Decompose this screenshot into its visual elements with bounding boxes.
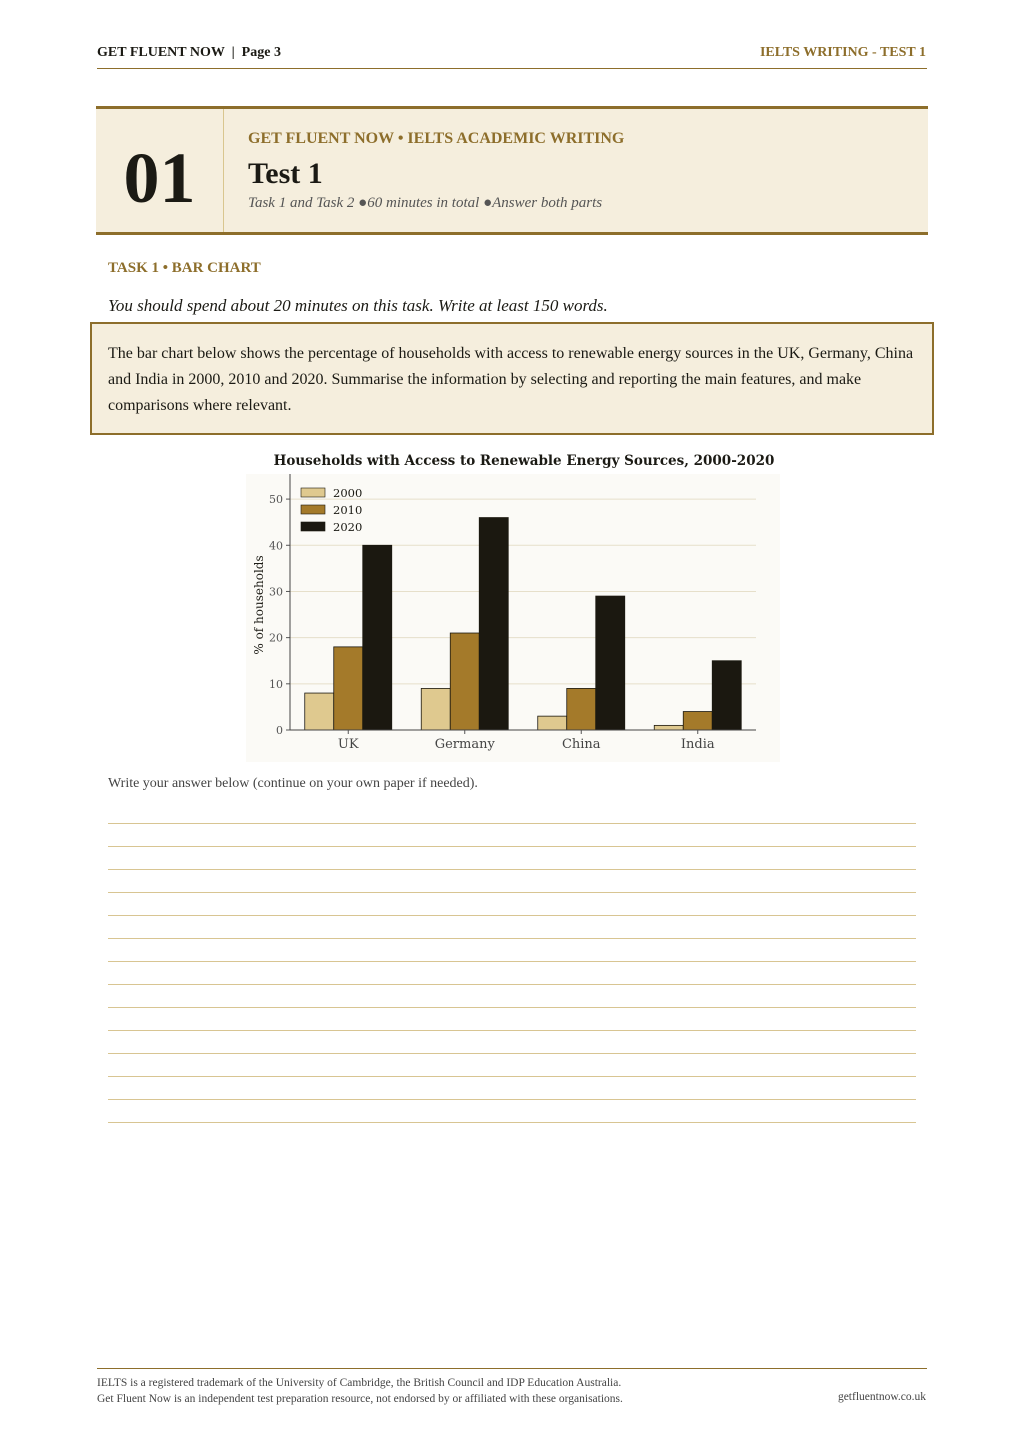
writing-line[interactable]: [108, 938, 916, 939]
legend-swatch-2000: [301, 488, 325, 497]
running-header-right: IELTS WRITING - TEST 1: [759, 45, 926, 60]
bar-india-2000: [654, 725, 683, 730]
writing-line[interactable]: [108, 961, 916, 962]
writing-line[interactable]: [108, 915, 916, 916]
bar-germany-2020: [479, 518, 508, 730]
legend-label-2010: 2010: [333, 503, 363, 517]
writing-line[interactable]: [108, 1122, 916, 1123]
writing-line[interactable]: [108, 1076, 916, 1077]
y-tick-label: 50: [269, 493, 283, 507]
y-tick-label: 20: [269, 631, 283, 645]
y-tick-label: 40: [269, 539, 283, 553]
y-tick-label: 10: [269, 677, 283, 691]
writing-line[interactable]: [108, 1030, 916, 1031]
legend-swatch-2010: [301, 505, 325, 514]
y-tick-label: 0: [276, 724, 283, 737]
bar-germany-2000: [421, 688, 450, 730]
task-instruction: You should spend about 20 minutes on this task. Write at least 150 words.: [108, 296, 608, 315]
writing-line[interactable]: [108, 846, 916, 847]
bar-germany-2010: [450, 633, 479, 730]
bar-uk-2020: [363, 545, 392, 730]
answer-lines[interactable]: [108, 823, 916, 1145]
writing-line[interactable]: [108, 1007, 916, 1008]
bar-chart: [246, 446, 780, 762]
footer-disclaimer: [97, 1375, 623, 1407]
bar-india-2010: [683, 712, 712, 730]
test-banner: [96, 106, 928, 235]
footer-divider: [97, 1368, 927, 1369]
writing-line[interactable]: [108, 892, 916, 893]
banner-kicker: GET FLUENT NOW • IELTS ACADEMIC WRITING: [248, 130, 625, 147]
bar-china-2010: [567, 688, 596, 730]
header-divider: [97, 68, 927, 69]
bar-uk-2000: [305, 693, 334, 730]
y-axis-label: % of households: [252, 555, 266, 655]
legend-swatch-2020: [301, 522, 325, 531]
test-title: Test 1: [248, 157, 323, 190]
bar-china-2020: [596, 596, 625, 730]
legend-label-2020: 2020: [333, 520, 363, 534]
footer-site: getfluentnow.co.uk: [837, 1391, 926, 1403]
footer-independence: Get Fluent Now is an independent test preparation resource, not endorsed by or affiliated with these organisations.: [97, 1393, 623, 1405]
bar-chart-svg: [246, 446, 780, 762]
test-number: 01: [96, 109, 224, 232]
task-label: TASK 1 • BAR CHART: [108, 260, 261, 276]
x-tick-label: UK: [337, 737, 359, 752]
writing-line[interactable]: [108, 1099, 916, 1100]
task-prompt: The bar chart below shows the percentage of households with access to renewable energy sources in the UK, Germany, China and India in 2000, 2010 and 2020. Summarise the information by selecting and reporting the main features, and make comparisons where relevant.: [108, 345, 914, 414]
task-prompt-box: [90, 322, 934, 435]
legend-label-2000: 2000: [333, 486, 363, 500]
banner-subtitle: Task 1 and Task 2 ●60 minutes in total ●Answer both parts: [248, 195, 603, 211]
bar-india-2020: [712, 661, 741, 730]
writing-line[interactable]: [108, 984, 916, 985]
writing-line[interactable]: [108, 1053, 916, 1054]
running-header-left: GET FLUENT NOW | Page 3: [97, 45, 281, 60]
writing-line[interactable]: [108, 869, 916, 870]
footer-trademark: IELTS is a registered trademark of the University of Cambridge, the British Council and IDP Education Australia.: [97, 1377, 622, 1389]
bar-china-2000: [538, 716, 567, 730]
answer-instruction: Write your answer below (continue on your own paper if needed).: [108, 776, 478, 791]
x-tick-label: Germany: [434, 737, 495, 752]
x-tick-label: India: [680, 737, 715, 752]
x-tick-label: China: [561, 737, 601, 752]
chart-title: Households with Access to Renewable Energy Sources, 2000-2020: [273, 453, 775, 469]
bar-uk-2010: [334, 647, 363, 730]
writing-line[interactable]: [108, 823, 916, 824]
y-tick-label: 30: [269, 585, 283, 599]
